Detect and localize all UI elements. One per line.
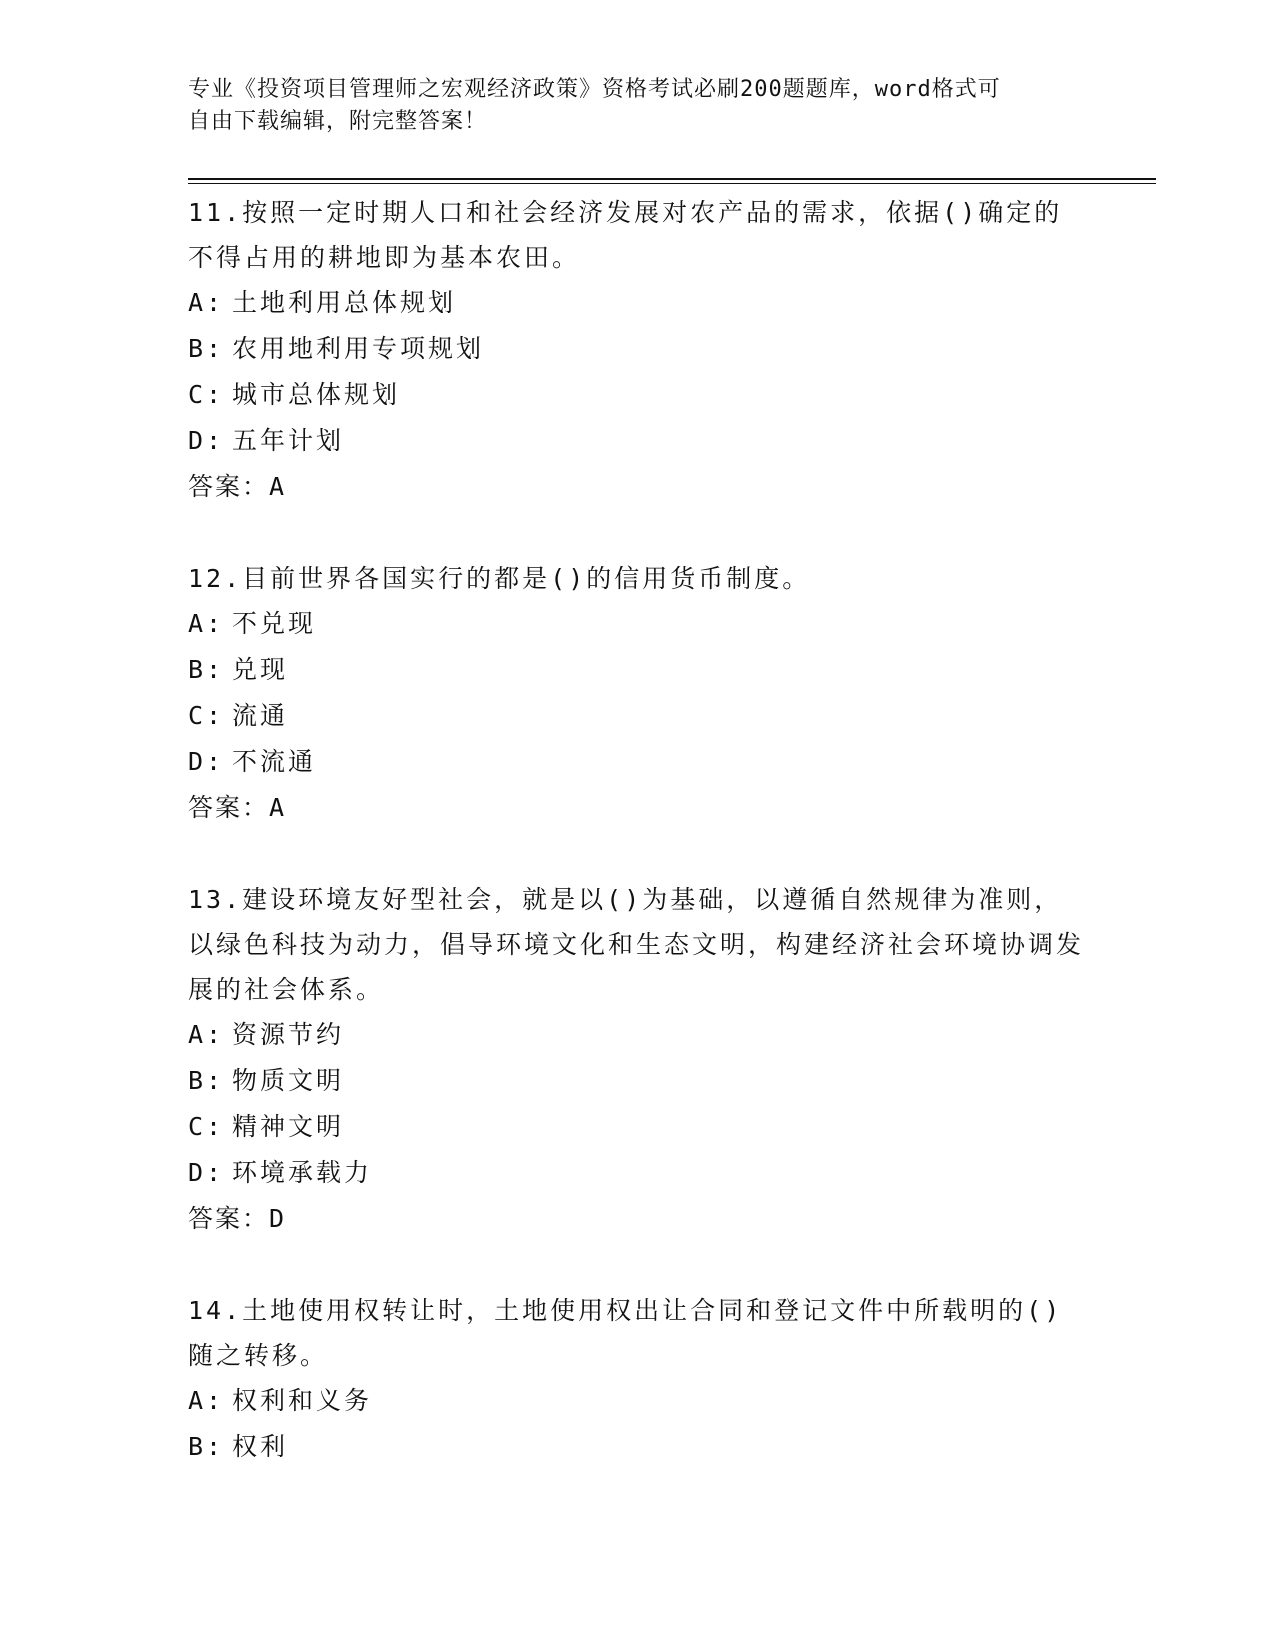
question-number: 13. bbox=[188, 885, 243, 914]
option-c bbox=[188, 372, 1088, 418]
header-line-2: 自由下载编辑，附完整答案！ bbox=[188, 109, 488, 134]
question-number: 14. bbox=[188, 1296, 243, 1325]
option-text: 流通 bbox=[232, 701, 289, 730]
question-text bbox=[188, 1288, 1088, 1378]
option-d bbox=[188, 1150, 1088, 1196]
option-text: 权利和义务 bbox=[232, 1386, 373, 1415]
answer-label: 答案： bbox=[188, 793, 270, 822]
option-text: 不流通 bbox=[232, 747, 317, 776]
answer-value: D bbox=[269, 1204, 287, 1233]
option-text: 环境承载力 bbox=[232, 1158, 373, 1187]
option-letter: A: bbox=[188, 1020, 225, 1049]
question-12 bbox=[188, 556, 1088, 831]
option-letter: A: bbox=[188, 1386, 225, 1415]
question-stem: 建设环境友好型社会，就是以()为基础，以遵循自然规律为准则，以绿色科技为动力，倡导环境文化和生态文明，构建经济社会环境协调发展的社会体系。 bbox=[188, 885, 1085, 1004]
answer-value: A bbox=[269, 472, 287, 501]
answer-value: A bbox=[269, 793, 287, 822]
question-11 bbox=[188, 190, 1088, 510]
option-letter: D: bbox=[188, 1158, 225, 1187]
option-b bbox=[188, 1058, 1088, 1104]
option-text: 精神文明 bbox=[232, 1112, 345, 1141]
option-letter: B: bbox=[188, 1066, 225, 1095]
option-text: 资源节约 bbox=[232, 1020, 345, 1049]
question-stem: 按照一定时期人口和社会经济发展对农产品的需求，依据()确定的不得占用的耕地即为基本农田。 bbox=[188, 198, 1063, 272]
option-b bbox=[188, 647, 1088, 693]
option-d bbox=[188, 739, 1088, 785]
question-stem: 土地使用权转让时，土地使用权出让合同和登记文件中所载明的()随之转移。 bbox=[188, 1296, 1063, 1370]
question-text bbox=[188, 190, 1088, 280]
option-c bbox=[188, 1104, 1088, 1150]
header-line-1: 专业《投资项目管理师之宏观经济政策》资格考试必刷200题题库，word格式可 bbox=[188, 77, 1001, 102]
option-a bbox=[188, 280, 1088, 326]
option-d bbox=[188, 418, 1088, 464]
answer-line bbox=[188, 1196, 1088, 1242]
option-b bbox=[188, 326, 1088, 372]
option-text: 土地利用总体规划 bbox=[232, 288, 457, 317]
question-text bbox=[188, 556, 1088, 601]
question-number: 11. bbox=[188, 198, 243, 227]
answer-label: 答案： bbox=[188, 472, 270, 501]
option-a bbox=[188, 1012, 1088, 1058]
option-text: 城市总体规划 bbox=[232, 380, 401, 409]
option-a bbox=[188, 1378, 1088, 1424]
option-c bbox=[188, 693, 1088, 739]
header-rule-thin bbox=[188, 183, 1156, 184]
option-letter: A: bbox=[188, 609, 225, 638]
option-text: 农用地利用专项规划 bbox=[232, 334, 485, 363]
answer-line bbox=[188, 464, 1088, 510]
option-letter: D: bbox=[188, 747, 225, 776]
option-text: 兑现 bbox=[232, 655, 289, 684]
option-letter: D: bbox=[188, 426, 225, 455]
question-14 bbox=[188, 1288, 1088, 1470]
question-stem: 目前世界各国实行的都是()的信用货币制度。 bbox=[242, 564, 811, 593]
option-letter: B: bbox=[188, 1432, 225, 1461]
option-text: 物质文明 bbox=[232, 1066, 345, 1095]
answer-label: 答案： bbox=[188, 1204, 270, 1233]
option-letter: B: bbox=[188, 655, 225, 684]
option-letter: C: bbox=[188, 1112, 225, 1141]
document-header bbox=[188, 74, 1068, 138]
question-text bbox=[188, 877, 1088, 1012]
option-letter: C: bbox=[188, 701, 225, 730]
option-b bbox=[188, 1424, 1088, 1470]
answer-line bbox=[188, 785, 1088, 831]
option-letter: C: bbox=[188, 380, 225, 409]
option-a bbox=[188, 601, 1088, 647]
option-text: 不兑现 bbox=[232, 609, 317, 638]
option-letter: B: bbox=[188, 334, 225, 363]
option-text: 五年计划 bbox=[232, 426, 345, 455]
question-number: 12. bbox=[188, 564, 243, 593]
question-list bbox=[188, 190, 1088, 1516]
option-letter: A: bbox=[188, 288, 225, 317]
question-13 bbox=[188, 877, 1088, 1242]
header-rule-thick bbox=[188, 178, 1156, 180]
option-text: 权利 bbox=[232, 1432, 289, 1461]
